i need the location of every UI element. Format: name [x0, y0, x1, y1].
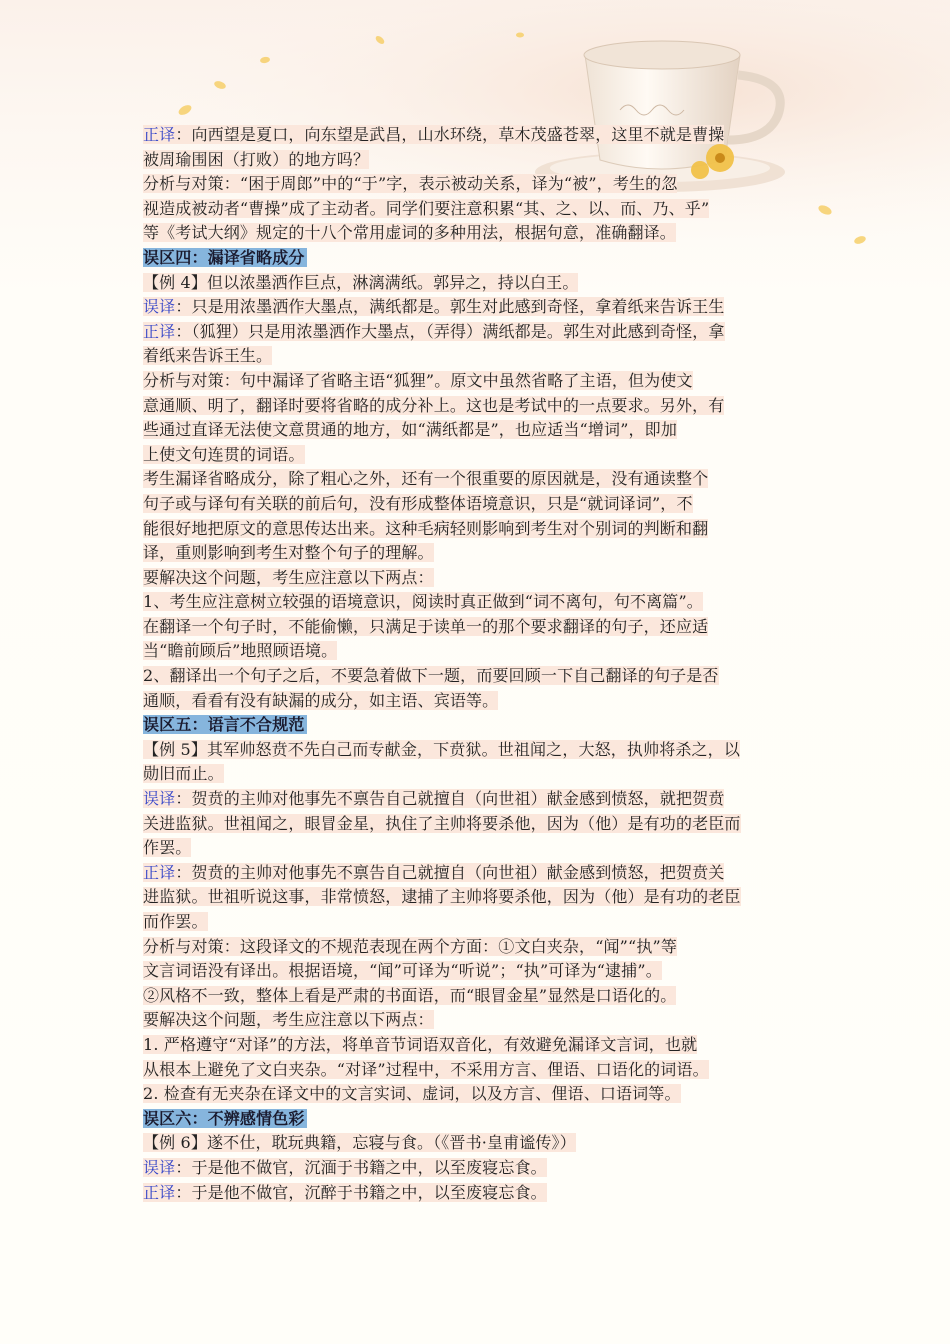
line-text: 能很好地把原文的意思传达出来。这种毛病轻则影响到考生对个别词的判断和翻: [143, 518, 709, 538]
text-line: [143, 418, 811, 443]
text-line: [143, 566, 811, 591]
text-line: [143, 467, 811, 492]
text-line: [143, 443, 811, 468]
text-line: [143, 394, 811, 419]
line-text: 勋旧而止。: [143, 764, 224, 784]
line-text: ：贺贲的主帅对他事先不禀告自己就擅自（向世祖）献金感到愤怒，把贺贲关: [175, 862, 725, 882]
translation-line: [143, 1156, 811, 1181]
line-text: 从根本上避免了文白夹杂。“对译”过程中，不采用方言、俚语、口语化的词语。: [143, 1059, 709, 1079]
line-text: 关进监狱。世祖闻之，眼冒金星，执住了主帅将要杀他，因为（他）是有功的老臣而: [143, 813, 741, 833]
line-text: 分析与对策：“困于周郎”中的“于”字，表示被动关系，译为“被”，考生的忽: [143, 174, 678, 194]
translation-line: [143, 320, 811, 345]
line-text: 2. 检查有无夹杂在译文中的文言实词、虚词，以及方言、俚语、口语词等。: [143, 1084, 681, 1104]
line-text: 着纸来告诉王生。: [143, 346, 273, 366]
heading-text: 误区四：漏译省略成分: [143, 247, 305, 267]
translation-label: 误译: [143, 789, 176, 809]
line-text: 当“瞻前顾后”地照顾语境。: [143, 641, 338, 661]
line-text: 1. 严格遵守“对译”的方法，将单音节词语双音化，有效避免漏译文言词，也就: [143, 1034, 698, 1054]
text-line: [143, 148, 811, 173]
translation-label: 正译: [143, 862, 176, 882]
line-text: 要解决这个问题，考生应注意以下两点：: [143, 567, 434, 587]
translation-label: 误译: [143, 1157, 176, 1177]
line-text: 分析与对策：句中漏译了省略主语“狐狸”。原文中虽然省略了主语，但为使文: [143, 370, 693, 390]
line-text: 而作罢。: [143, 912, 208, 931]
heading-text: 误区五：语言不合规范: [143, 715, 305, 735]
text-line: [143, 984, 811, 1009]
text-line: [143, 1082, 811, 1107]
text-line: [143, 1058, 811, 1083]
text-line: [143, 762, 811, 787]
text-line: [143, 910, 811, 935]
line-text: ：于是他不做官，沉醉于书籍之中，以至废寝忘食。: [175, 1182, 547, 1202]
line-text: 句子或与译句有关联的前后句，没有形成整体语境意识，只是“就词译词”，不: [143, 493, 693, 513]
line-text: 进监狱。世祖听说这事，非常愤怒，逮捕了主帅将要杀他，因为（他）是有功的老臣: [143, 887, 741, 907]
text-line: [143, 517, 811, 542]
translation-line: [143, 295, 811, 320]
text-line: [143, 836, 811, 861]
translation-line: [143, 123, 811, 148]
text-line: [143, 369, 811, 394]
text-line: [143, 812, 811, 837]
section-heading: [143, 1107, 811, 1132]
line-text: 上使文句连贯的词语。: [143, 444, 305, 464]
line-text: 作罢。: [143, 838, 192, 858]
line-text: ②风格不一致，整体上看是严肃的书面语，而“眼冒金星”显然是口语化的。: [143, 985, 677, 1005]
translation-label: 误译: [143, 297, 176, 317]
text-line: [143, 172, 811, 197]
translation-label: 正译: [143, 321, 176, 341]
line-text: 视造成被动者“曹操”成了主动者。同学们要注意积累“其、之、以、而、乃、乎”: [143, 198, 710, 218]
line-text: 通顺，看看有没有缺漏的成分，如主语、宾语等。: [143, 690, 499, 710]
line-text: 考生漏译省略成分，除了粗心之外，还有一个很重要的原因就是，没有通读整个: [143, 469, 709, 489]
text-line: [143, 541, 811, 566]
text-line: [143, 1131, 811, 1156]
line-text: 在翻译一个句子时，不能偷懒，只满足于读单一的那个要求翻译的句子，还应适: [143, 616, 709, 636]
line-text: 被周瑜围困（打败）的地方吗？: [143, 149, 370, 169]
section-heading: [143, 246, 811, 271]
text-line: [143, 344, 811, 369]
text-line: [143, 959, 811, 984]
translation-label: 正译: [143, 125, 176, 144]
text-line: [143, 197, 811, 222]
text-line: [143, 271, 811, 296]
text-line: [143, 1008, 811, 1033]
line-text: 要解决这个问题，考生应注意以下两点：: [143, 1010, 434, 1030]
document-body: [143, 123, 811, 1205]
line-text: 【例 6】遂不仕，耽玩典籍，忘寝与食。（《晋书·皇甫谧传》）: [143, 1133, 576, 1153]
line-text: 些通过直译无法使文意贯通的地方，如“满纸都是”，也应适当“增词”，即加: [143, 420, 677, 440]
text-line: [143, 492, 811, 517]
text-line: [143, 590, 811, 615]
text-line: [143, 221, 811, 246]
line-text: ：贺贲的主帅对他事先不禀告自己就擅自（向世祖）献金感到愤怒，就把贺贲: [175, 789, 725, 809]
text-line: [143, 935, 811, 960]
text-line: [143, 689, 811, 714]
text-line: [143, 1033, 811, 1058]
text-line: [143, 639, 811, 664]
line-text: 【例 4】但以浓墨洒作巨点，淋漓满纸。郭异之，持以白王。: [143, 272, 579, 292]
line-text: ：于是他不做官，沉湎于书籍之中，以至废寝忘食。: [175, 1157, 547, 1177]
text-line: [143, 664, 811, 689]
section-heading: [143, 713, 811, 738]
translation-line: [143, 787, 811, 812]
line-text: 1、考生应注意树立较强的语境意识，阅读时真正做到“词不离句，句不离篇”。: [143, 592, 703, 612]
text-line: [143, 885, 811, 910]
line-text: 2、翻译出一个句子之后，不要急着做下一题，而要回顾一下自己翻译的句子是否: [143, 666, 719, 686]
text-line: [143, 615, 811, 640]
line-text: ：只是用浓墨洒作大墨点，满纸都是。郭生对此感到奇怪，拿着纸来告诉王生: [175, 297, 725, 317]
line-text: 等《考试大纲》规定的十八个常用虚词的多种用法，根据句意，准确翻译。: [143, 223, 676, 243]
line-text: 译，重则影响到考生对整个句子的理解。: [143, 543, 434, 563]
translation-label: 正译: [143, 1182, 176, 1202]
line-text: 意通顺、明了，翻译时要将省略的成分补上。这也是考试中的一点要求。另外，有: [143, 395, 725, 415]
line-text: 文言词语没有译出。根据语境，“闻”可译为“听说”；“执”可译为“逮捕”。: [143, 961, 662, 981]
text-line: [143, 738, 811, 763]
line-text: 【例 5】其军帅怒贲不先白己而专献金，下贲狱。世祖闻之，大怒，执帅将杀之，以: [143, 739, 740, 759]
line-text: ：（狐狸）只是用浓墨洒作大墨点，（弄得）满纸都是。郭生对此感到奇怪，拿: [175, 321, 725, 341]
line-text: ：向西望是夏口，向东望是武昌，山水环绕，草木茂盛苍翠，这里不就是曹操: [175, 125, 725, 144]
translation-line: [143, 1181, 811, 1206]
heading-text: 误区六：不辨感情色彩: [143, 1108, 305, 1128]
translation-line: [143, 861, 811, 886]
line-text: 分析与对策：这段译文的不规范表现在两个方面：①文白夹杂，“闻”“执”等: [143, 936, 677, 956]
